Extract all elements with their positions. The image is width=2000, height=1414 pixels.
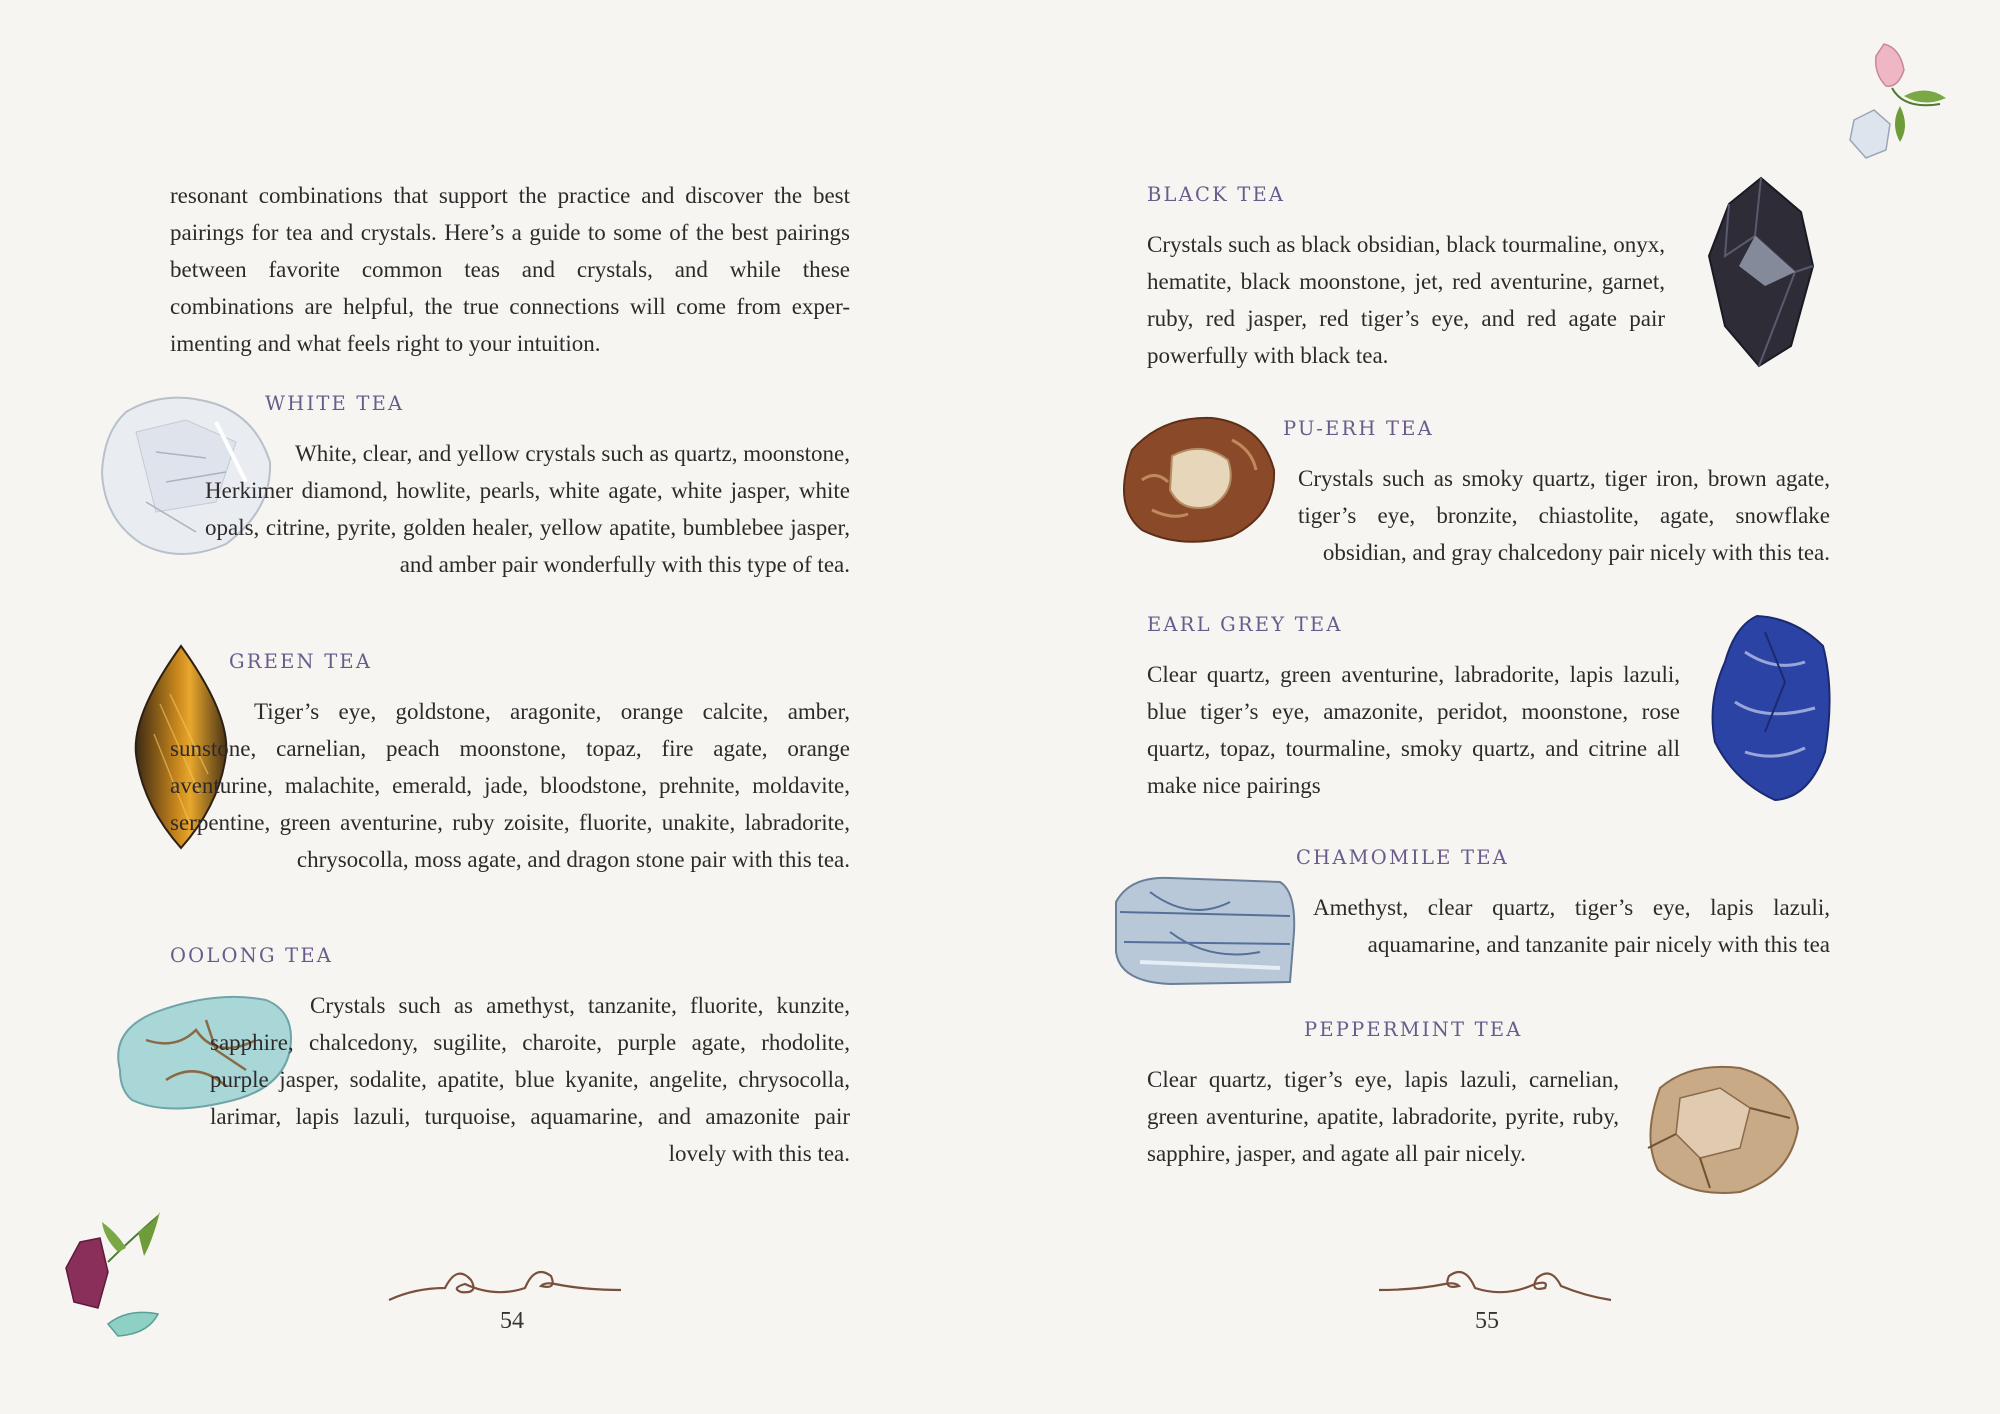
blue-kyanite-gem-icon <box>1110 872 1300 993</box>
pu-erh-tea-heading: PU-ERH TEA <box>1283 417 1434 440</box>
chamomile-tea-text: Amethyst, clear quartz, tiger’s eye, lapis lazuli, aquamarine, and tanzanite pair nicely with this tea <box>1313 895 1830 957</box>
oolong-tea-text: Crystals such as amethyst, tanzanite, fluorite, kunzite, sapphire, chalcedony, sugilite, charoite, purple agate, rhodolite, purple jasper, sodalite, apatite, blue kyanite, angelite, chrysocolla, larimar, lapis lazuli, turquoise, aquamarine, and amazonite pair lovely with this tea. <box>210 993 850 1166</box>
black-tea-text: Crystals such as black obsidian, black tourmaline, onyx, hematite, black moonstone, jet, red aventurine, garnet, ruby, red jasper, red tiger’s eye, and red agate pair powerfully with black tea. <box>1147 232 1665 368</box>
brown-jasper-gem-icon <box>1112 410 1278 551</box>
pu-erh-tea-text: Crystals such as smoky quartz, tiger iron, brown agate, tiger’s eye, bronzite, chiastolite, agate, snowflake obsidian, and gray chalcedony pair nicely with this tea. <box>1298 466 1830 565</box>
smoky-quartz-gem-icon <box>1640 1058 1802 1203</box>
flourish-icon <box>385 1254 625 1309</box>
green-tea-text: Tiger’s eye, goldstone, aragonite, orange calcite, amber, sunstone, carnelian, peach moonstone, topaz, fire agate, orange aventurine, malachite, emerald, jade, bloodstone, prehnite, moldavite, serpentine, green aventurine, ruby zoisite, fluorite, unakite, labradorite, chrysocolla, moss agate, and dragon stone pair with this tea. <box>170 699 850 872</box>
flourish-icon <box>1375 1254 1615 1309</box>
botanical-crystal-icon <box>1840 40 1950 175</box>
page-number: 54 <box>500 1308 524 1334</box>
white-tea-heading: WHITE TEA <box>265 392 405 415</box>
lapis-lazuli-gem-icon <box>1705 612 1835 809</box>
intro-paragraph: resonant combinations that support the practice and discover the best pairings for tea and crystals. Here’s a guide to some of the best pairings between favorite common teas and crystals, and while these combinations are helpful, the true connections will come from exper-imenting and what feels right to your intuition. <box>170 183 850 356</box>
page-number: 55 <box>1475 1308 1499 1334</box>
peppermint-tea-heading: PEPPERMINT TEA <box>1304 1018 1523 1041</box>
right-page <box>1000 0 2000 1414</box>
chamomile-tea-heading: CHAMOMILE TEA <box>1296 846 1509 869</box>
peppermint-tea-text: Clear quartz, tiger’s eye, lapis lazuli, carnelian, green aventurine, apatite, labradorite, pyrite, ruby, sapphire, jasper, and agate all pair nicely. <box>1147 1067 1619 1166</box>
earl-grey-tea-text: Clear quartz, green aventurine, labradorite, lapis lazuli, blue tiger’s eye, amazonite, peridot, moonstone, rose quartz, topaz, tourmaline, smoky quartz, and citrine all make nice pairings <box>1147 662 1680 798</box>
oolong-tea-heading: OOLONG TEA <box>170 944 334 967</box>
black-tea-heading: BLACK TEA <box>1147 183 1286 206</box>
green-tea-heading: GREEN TEA <box>229 650 373 673</box>
black-crystal-gem-icon <box>1705 176 1817 373</box>
white-tea-text: White, clear, and yellow crystals such as quartz, moonstone, Herkimer diamond, howlite, pearls, white agate, white jasper, white opals, citrine, pyrite, golden healer, yellow apatite, bumblebee jasper, and amber pair wonderfully with this type of tea. <box>205 441 850 577</box>
botanical-crystal-icon <box>58 1212 168 1347</box>
earl-grey-tea-heading: EARL GREY TEA <box>1147 613 1343 636</box>
